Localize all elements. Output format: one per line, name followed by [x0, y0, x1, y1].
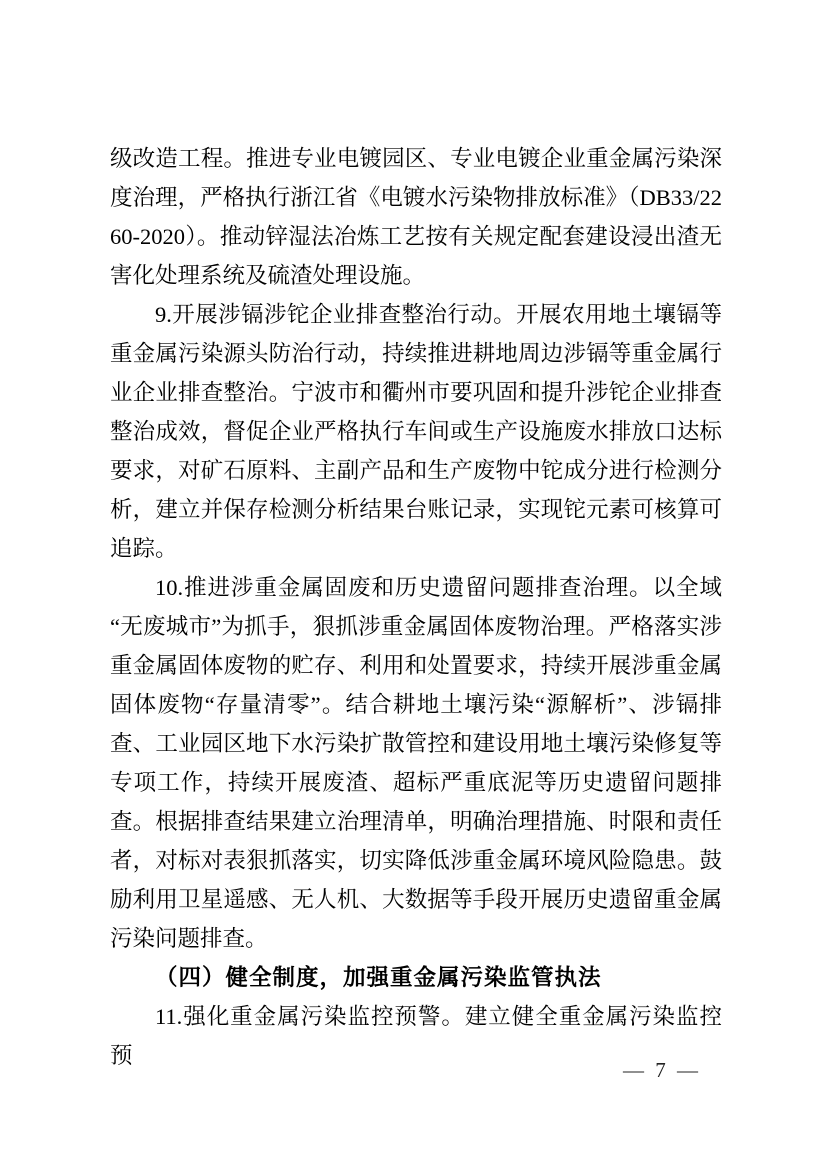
page-number: — 7 — [623, 1058, 701, 1082]
item-9-title: 9.开展涉镉涉铊企业排查整治行动。 [155, 302, 517, 327]
item-10-text: 以全域“无废城市”为抓手，狠抓涉重金属固体废物治理。严格落实涉重金属固体废物的贮存、利用和处置要求，持续开展涉重金属固体废物“存量清零”。结合耕地土壤污染“源解析”、涉镉排查、工业园区地下水污染扩散管控和建设用地土壤污染修复等专项工作，持续开展废渣、超标严重底泥等历史遗留问题排查。根据排查结果建立治理清单，明确治理措施、时限和责任者，对标对表狠抓落实，切实降低涉重金属环境风险隐患。鼓励利用卫星遥感、无人机、大数据等手段开展历史遗留重金属污染问题排查。 [110, 575, 722, 951]
item-11-title: 11.强化重金属污染监控预警。 [155, 1004, 465, 1029]
item-11-text: 建立健全重金属污染监控预 [110, 1004, 722, 1068]
item-10-title: 10.推进涉重金属固废和历史遗留问题排查治理。 [155, 575, 653, 600]
item-9-text: 开展农用地土壤镉等重金属污染源头防治行动，持续推进耕地周边涉镉等重金属行业企业排查整治。宁波市和衢州市要巩固和提升涉铊企业排查整治成效，督促企业严格执行车间或生产设施废水排放口达标要求，对矿石原料、主副产品和生产废物中铊成分进行检测分析，建立并保存检测分析结果台账记录，实现铊元素可核算可追踪。 [110, 302, 722, 561]
document-body [110, 139, 722, 1075]
paragraph-item-9 [110, 295, 722, 568]
paragraph-continued: 级改造工程。推进专业电镀园区、专业电镀企业重金属污染深度治理，严格执行浙江省《电镀水污染物排放标准》（DB33/2260-2020）。推动锌湿法冶炼工艺按有关规定配套建设浸出渣无害化处理系统及硫渣处理设施。 [110, 146, 722, 288]
paragraph-item-10 [110, 568, 722, 958]
section-heading-4: （四）健全制度，加强重金属污染监管执法 [155, 965, 602, 990]
